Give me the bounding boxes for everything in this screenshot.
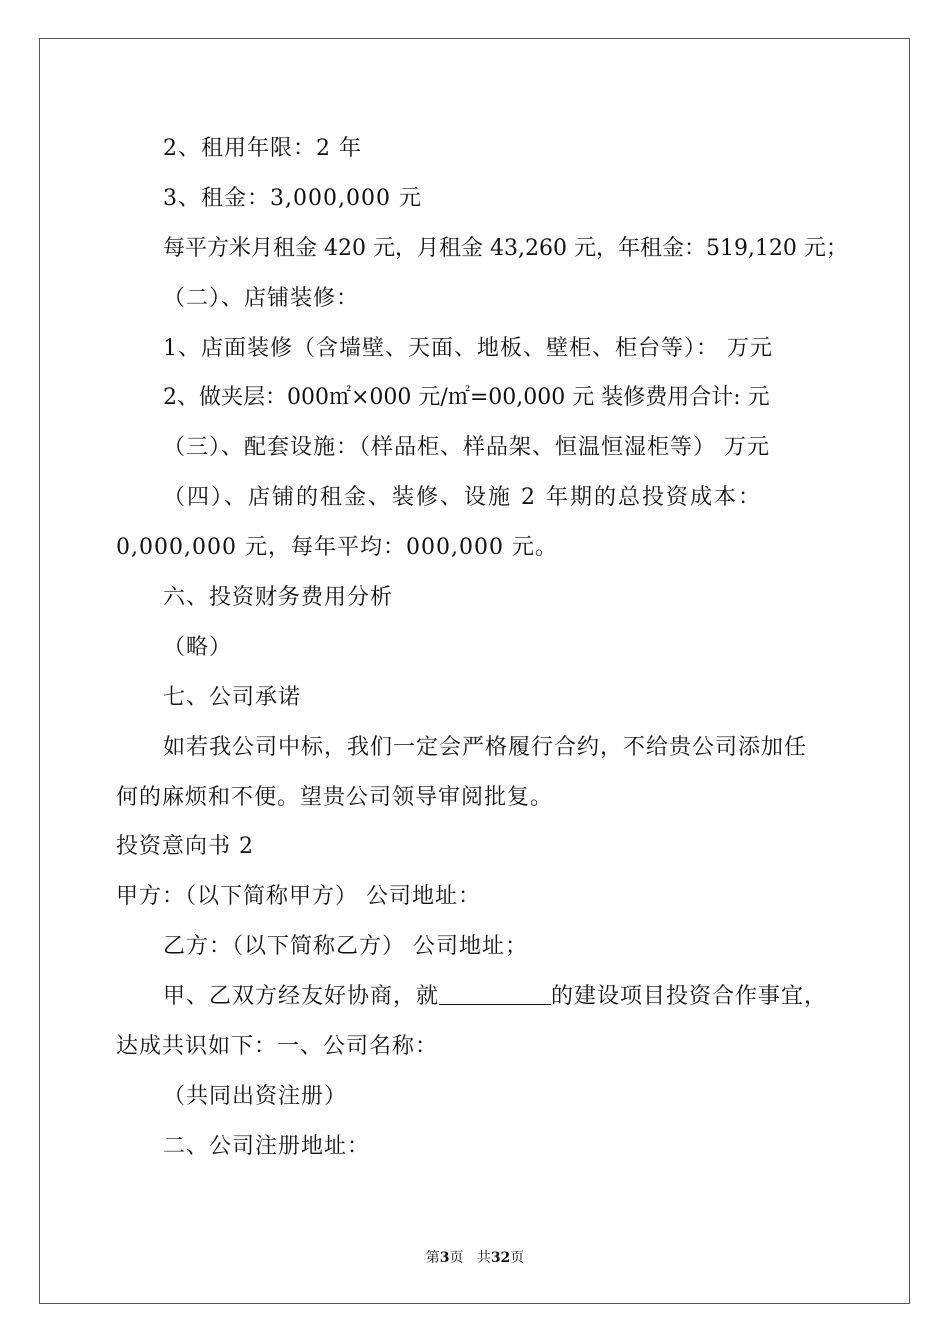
fill-in-blank xyxy=(439,982,551,1005)
paragraph-consultation xyxy=(163,982,827,1012)
heading-registered-address: 二、公司注册地址： xyxy=(163,1134,371,1159)
footer-page-unit: 页 xyxy=(449,1250,464,1266)
heading-letter-of-intent-2: 投资意向书 2 xyxy=(116,834,254,859)
footer-page-number: 3 xyxy=(439,1250,450,1266)
paragraph-lease-term: 2、租用年限：2 年 xyxy=(163,136,362,161)
paragraph-party-b: 乙方：（以下简称乙方） 公司地址； xyxy=(163,934,528,959)
heading-financial-analysis: 六、投资财务费用分析 xyxy=(163,585,394,610)
paragraph-rent-total: 3、租金：3,000,000 元 xyxy=(163,186,422,211)
paragraph-commitment-line1: 如若我公司中标，我们一定会严格履行合约，不给贵公司添加任 xyxy=(163,735,808,760)
paragraph-commitment-line2: 何的麻烦和不便。望贵公司领导审阅批复。 xyxy=(116,785,554,810)
footer-total-pages: 32 xyxy=(490,1250,511,1266)
page-border xyxy=(39,38,910,1304)
heading-company-commitment: 七、公司承诺 xyxy=(163,685,302,710)
paragraph-mezzanine: 2、做夹层：000㎡×000 元/㎡=00,000 元 装修费用合计: 元 xyxy=(163,385,770,410)
heading-total-investment: （四）、店铺的租金、装修、设施 2 年期的总投资成本： xyxy=(163,485,762,510)
page-footer xyxy=(0,1249,950,1267)
paragraph-omitted: （略） xyxy=(163,635,233,660)
paragraph-party-a: 甲方：（以下简称甲方） 公司地址： xyxy=(116,884,481,909)
paragraph-total-investment-amount: 0,000,000 元，每年平均：000,000 元。 xyxy=(116,535,558,560)
paragraph-consensus: 达成共识如下：一、公司名称： xyxy=(116,1034,439,1059)
paragraph-rent-detail: 每平方米月租金 420 元，月租金 43,260 元，年租金：519,120 元； xyxy=(163,236,848,261)
footer-prefix: 第 xyxy=(425,1250,440,1266)
footer-total-unit: 页 xyxy=(510,1250,525,1266)
paragraph-storefront-renovation: 1、店面装修（含墙壁、天面、地板、壁柜、柜台等）： 万元 xyxy=(163,336,773,361)
footer-total-prefix: 共 xyxy=(476,1250,491,1266)
consultation-text-end: 的建设项目投资合作事宜， xyxy=(551,984,828,1009)
heading-facilities: （三）、配套设施：（样品柜、样品架、恒温恒湿柜等） 万元 xyxy=(163,435,770,460)
consultation-text-start: 甲、乙双方经友好协商，就 xyxy=(163,984,440,1009)
heading-store-renovation: （二）、店铺装修： xyxy=(163,286,360,311)
paragraph-joint-registration: （共同出资注册） xyxy=(163,1084,348,1109)
